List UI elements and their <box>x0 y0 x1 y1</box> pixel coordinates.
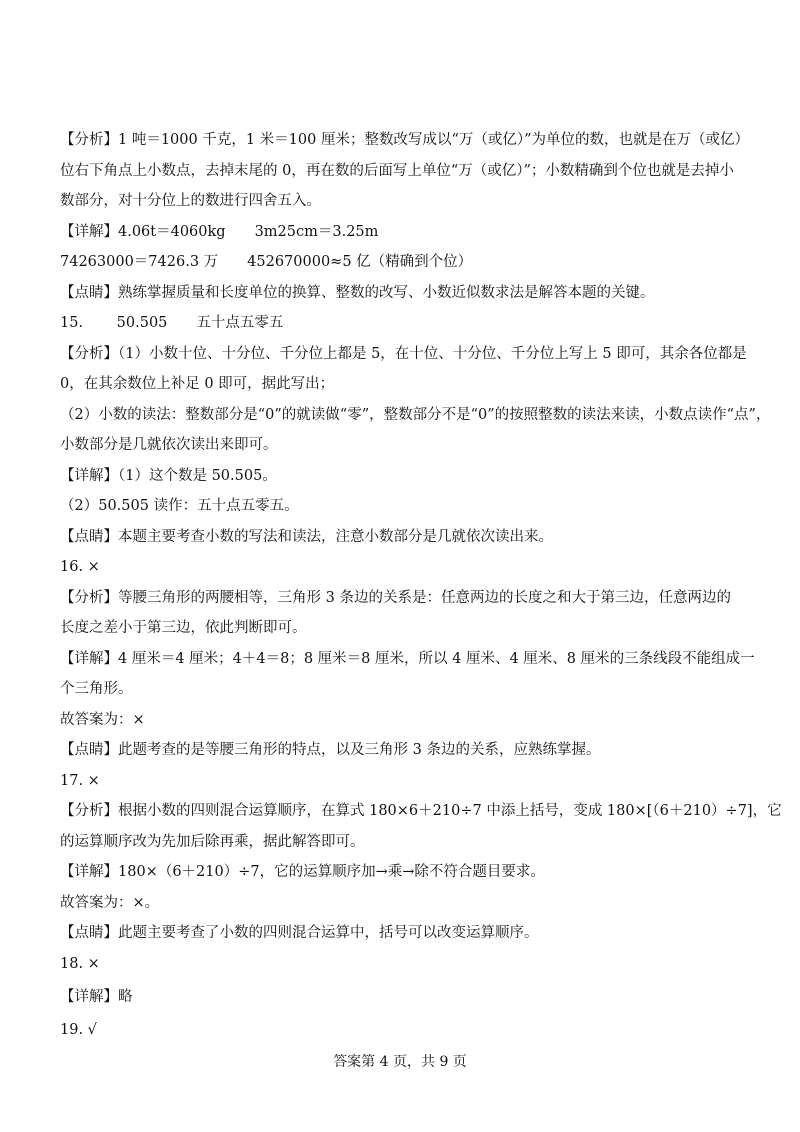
text-line: 数部分，对十分位上的数进行四舍五入。 <box>60 193 321 209</box>
text-line: 小数部分是几就依次读出来即可。 <box>60 437 278 453</box>
text-line: 【点睛】此题考查的是等腰三角形的特点，以及三角形 3 条边的关系，应熟练掌握。 <box>60 742 601 758</box>
text-line: 【分析】等腰三角形的两腰相等，三角形 3 条边的关系是：任意两边的长度之和大于第三边，任意两边的 <box>60 590 731 606</box>
text-line: 【详解】4 厘米＝4 厘米；4＋4＝8；8 厘米＝8 厘米，所以 4 厘米、4 厘米、8 厘米的三条线段不能组成一 <box>60 651 755 667</box>
question-18-answer: 18. × <box>60 956 100 972</box>
text-line: 【分析】（1）小数十位、十分位、千分位上都是 5，在十位、十分位、千分位上写上 5 即可，其余各位都是 <box>60 346 747 362</box>
text-line: 【分析】1 吨＝1000 千克，1 米＝100 厘米；整数改写成以“万（或亿）”为单位的数，也就是在万（或亿） <box>60 132 750 148</box>
text-line: 故答案为：×。 <box>60 895 160 911</box>
text-line: 【点睛】本题主要考查小数的写法和读法，注意小数部分是几就依次读出来。 <box>60 529 553 545</box>
text-line: 的运算顺序改为先加后除再乘，据此解答即可。 <box>60 834 365 850</box>
text-line: 个三角形。 <box>60 681 133 697</box>
question-17-answer: 17. × <box>60 773 100 789</box>
text-line: 长度之差小于第三边，依此判断即可。 <box>60 620 307 636</box>
text-line: 0，在其余数位上补足 0 即可，据此写出； <box>60 376 335 392</box>
text-line: 【点睛】熟练掌握质量和长度单位的换算、整数的改写、小数近似数求法是解答本题的关键。 <box>60 285 655 301</box>
text-line: 位右下角点上小数点，去掉末尾的 0，再在数的后面写上单位“万（或亿）”；小数精确到个位也就是去掉小 <box>60 163 734 179</box>
page-footer: 答案第 4 页，共 9 页 <box>333 1054 467 1070</box>
text-line: （2）小数的读法：整数部分是“0”的就读做“零”，整数部分不是“0”的按照整数的读法来读，小数点读作“点”， <box>60 407 771 423</box>
text-line: 【详解】略 <box>60 989 133 1005</box>
text-line: 【详解】（1）这个数是 50.505。 <box>60 468 277 484</box>
text-line: 【分析】根据小数的四则混合运算顺序，在算式 180×6＋210÷7 中添上括号，变成 180×[（6＋210）÷7]，它 <box>60 803 782 819</box>
text-line: 【详解】4.06t＝4060kg 3m25cm＝3.25m <box>60 224 379 240</box>
text-line: 【点睛】此题主要考查了小数的四则混合运算中，括号可以改变运算顺序。 <box>60 925 539 941</box>
text-line: 故答案为：× <box>60 712 145 728</box>
text-line: 【详解】180×（6＋210）÷7，它的运算顺序加→乘→除不符合题目要求。 <box>60 864 545 880</box>
question-15-answer: 15. 50.505 五十点五零五 <box>60 315 284 331</box>
text-line: （2）50.505 读作：五十点五零五。 <box>60 498 299 514</box>
text-line: 74263000＝7426.3 万 452670000≈5 亿（精确到个位） <box>60 254 473 270</box>
question-16-answer: 16. × <box>60 559 100 575</box>
question-19-answer: 19. √ <box>60 1022 97 1038</box>
